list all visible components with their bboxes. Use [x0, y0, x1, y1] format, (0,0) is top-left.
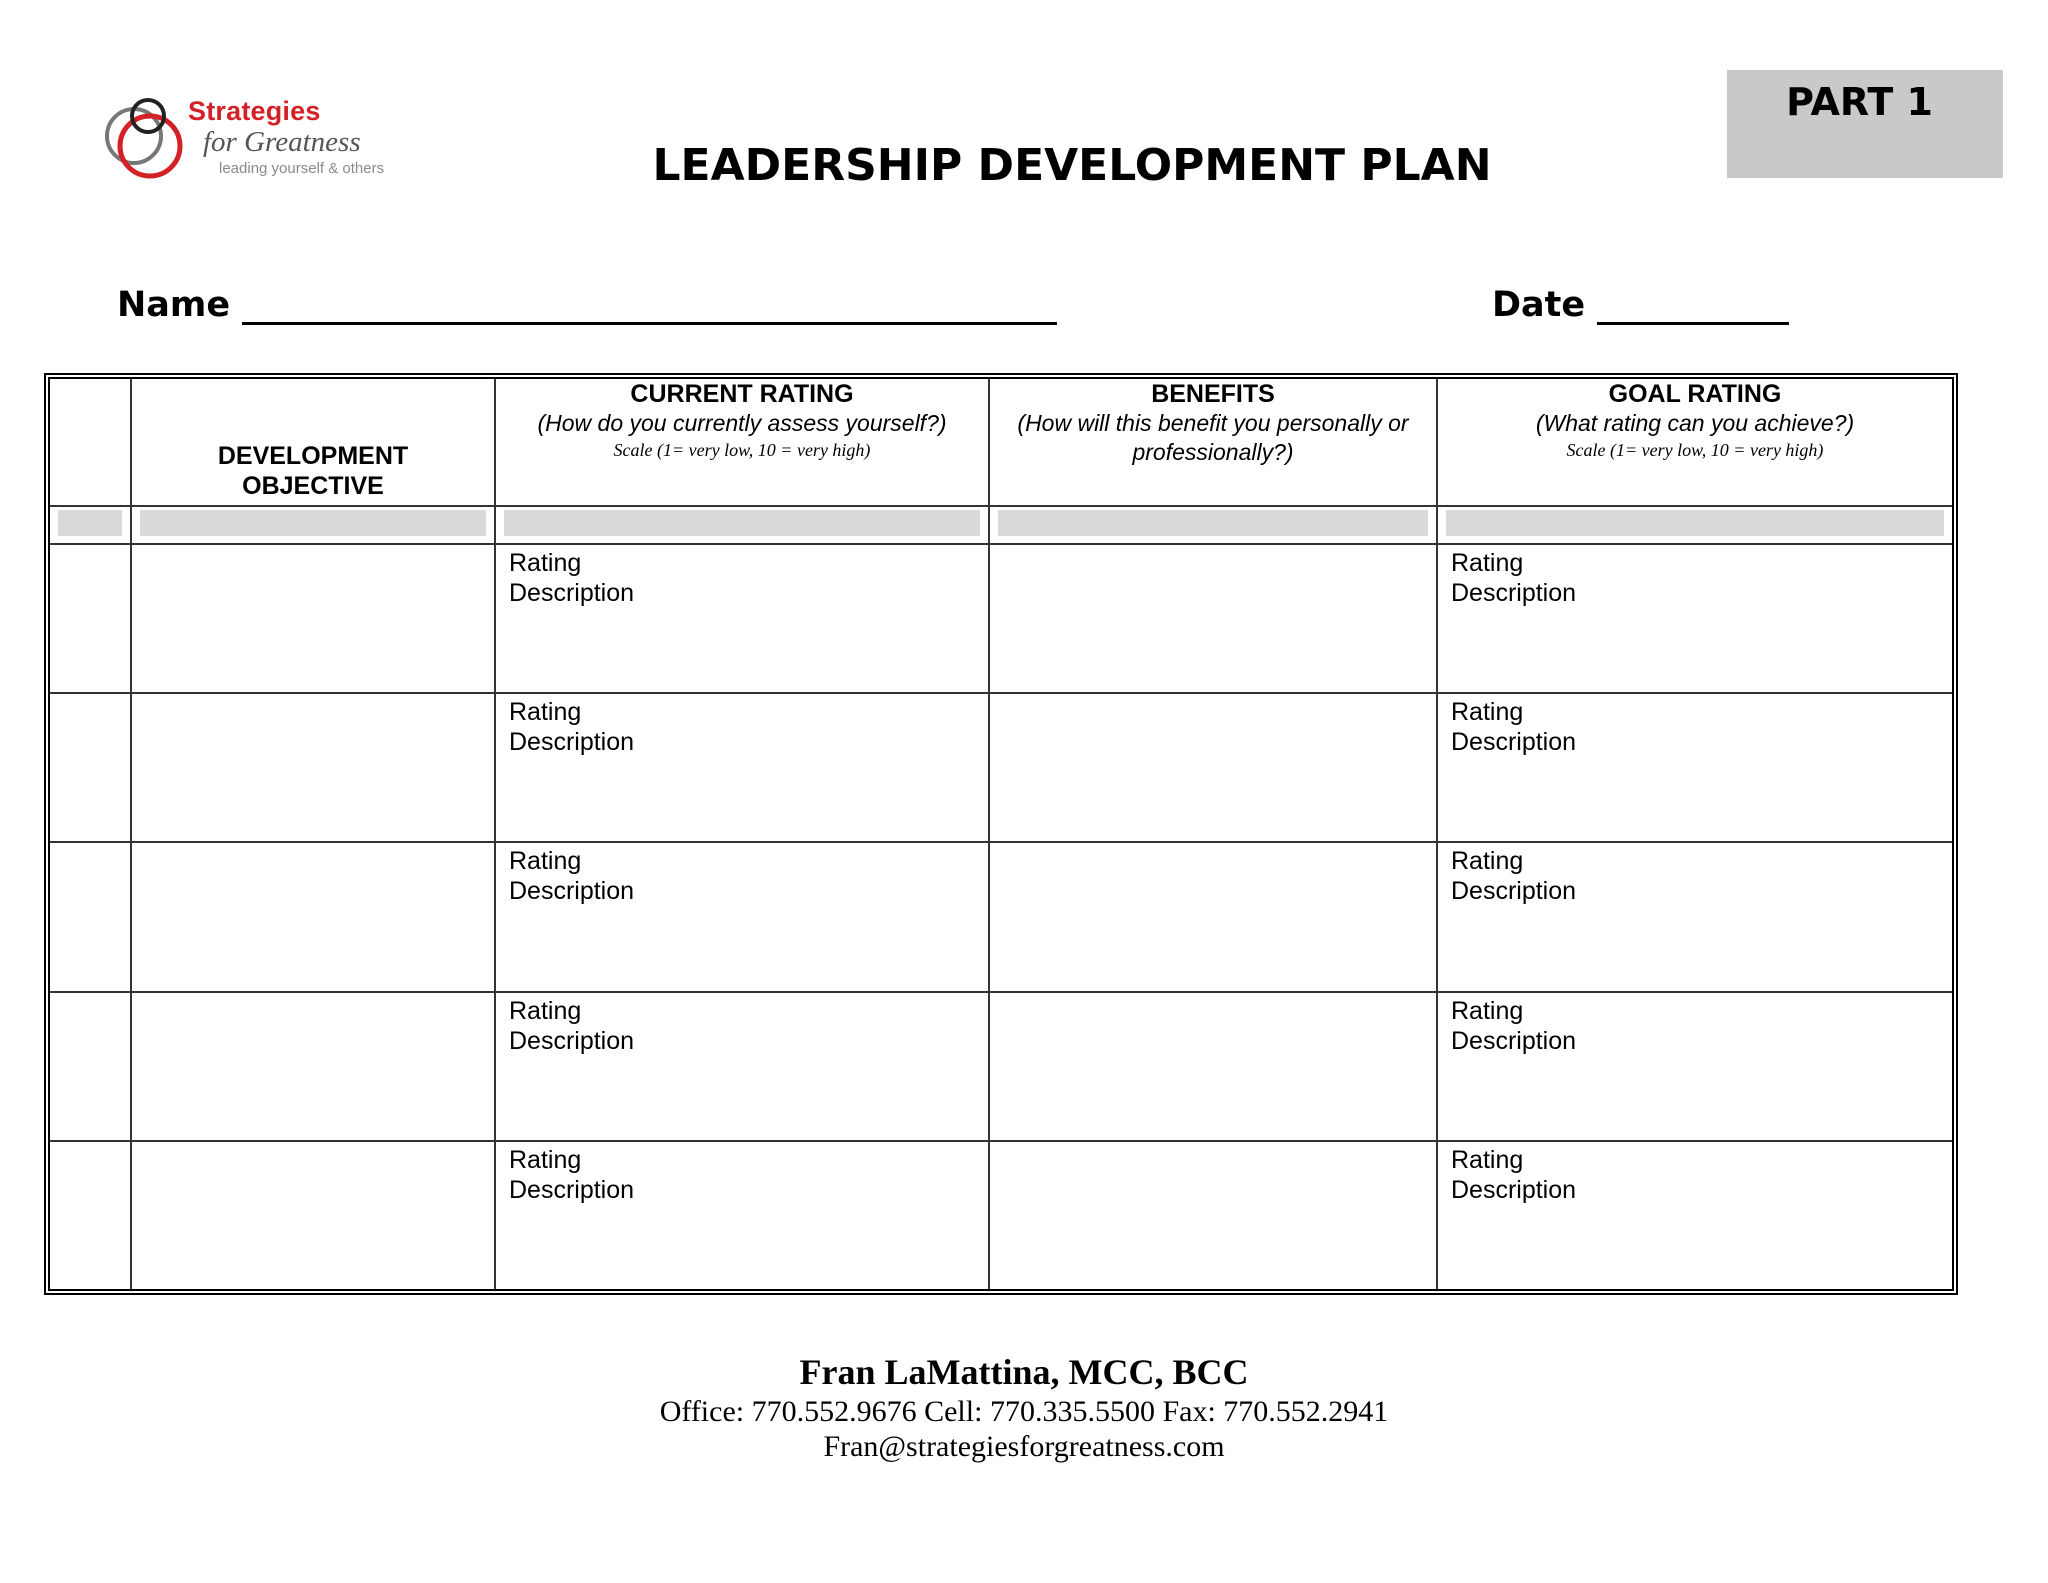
goal-rating-cell[interactable] [1437, 693, 1952, 842]
current-rating-cell[interactable] [495, 842, 989, 991]
name-field[interactable] [117, 285, 1057, 325]
rating-label: Rating [509, 847, 582, 876]
date-label: Date [1492, 285, 1586, 325]
current-rating-cell[interactable] [495, 693, 989, 842]
goal-rating-header [1437, 379, 1952, 506]
rating-label: Rating [1451, 549, 1524, 578]
goal-rating-title: GOAL RATING [1608, 380, 1782, 408]
shade-cell [1437, 506, 1952, 544]
goal-rating-cell[interactable] [1437, 842, 1952, 991]
date-field[interactable] [1492, 285, 1789, 325]
description-label: Description [509, 1026, 635, 1055]
description-label: Description [509, 579, 635, 608]
description-label: Description [1451, 1026, 1577, 1055]
benefits-cell[interactable] [989, 1141, 1437, 1289]
contact-phones: Office: 770.552.9676 Cell: 770.335.5500 Fax: 770.552.2941 [659, 1395, 1389, 1428]
rating-label: Rating [509, 549, 582, 578]
table-row [50, 992, 1952, 1141]
current-rating-scale: Scale (1= very low, 10 = very high) [613, 440, 871, 460]
table-row [50, 693, 1952, 842]
benefits-subtitle-line1: (How will this benefit you personally or [1017, 410, 1409, 436]
current-rating-cell[interactable] [495, 1141, 989, 1289]
benefits-cell[interactable] [989, 842, 1437, 991]
table-row [50, 842, 1952, 991]
rating-label: Rating [1451, 698, 1524, 727]
rating-label: Rating [1451, 996, 1524, 1025]
benefits-header [989, 379, 1437, 506]
contact-name: Fran LaMattina, MCC, BCC [799, 1352, 1249, 1392]
description-label: Description [509, 877, 635, 906]
shade-row [50, 506, 1952, 544]
objective-header [131, 379, 495, 506]
objective-title-line2: OBJECTIVE [242, 472, 384, 501]
current-rating-subtitle: (How do you currently assess yourself?) [537, 410, 947, 436]
goal-rating-scale: Scale (1= very low, 10 = very high) [1566, 440, 1824, 460]
shade-bar [140, 510, 486, 536]
table-row [50, 544, 1952, 693]
description-label: Description [1451, 728, 1577, 757]
objective-cell[interactable] [131, 1141, 495, 1289]
name-input-line[interactable] [242, 288, 1057, 325]
description-label: Description [1451, 877, 1577, 906]
row-number-cell[interactable] [50, 693, 131, 842]
rating-label: Rating [509, 698, 582, 727]
description-label: Description [1451, 579, 1577, 608]
benefits-subtitle-line2: professionally?) [1132, 439, 1294, 465]
shade-cell [989, 506, 1437, 544]
table-row [50, 1141, 1952, 1289]
development-plan-table [44, 373, 1958, 1295]
shade-cell [50, 506, 131, 544]
shade-bar [1446, 510, 1944, 536]
shade-cell [131, 506, 495, 544]
objective-cell[interactable] [131, 693, 495, 842]
current-rating-cell[interactable] [495, 544, 989, 693]
row-number-cell[interactable] [50, 1141, 131, 1289]
objective-cell[interactable] [131, 992, 495, 1141]
shade-bar [504, 510, 980, 536]
part-label: PART 1 [1786, 80, 1933, 124]
benefits-title: BENEFITS [1151, 380, 1275, 408]
shade-bar [58, 510, 122, 536]
benefits-cell[interactable] [989, 992, 1437, 1141]
logo-tagline: leading yourself & others [219, 160, 385, 177]
goal-rating-cell[interactable] [1437, 992, 1952, 1141]
goal-rating-subtitle: (What rating can you achieve?) [1535, 410, 1855, 436]
shade-cell [495, 506, 989, 544]
benefits-cell[interactable] [989, 544, 1437, 693]
objective-cell[interactable] [131, 842, 495, 991]
current-rating-title: CURRENT RATING [630, 380, 854, 408]
logo-brand-text: Strategies [188, 96, 321, 126]
logo-sub-text: for Greatness [203, 126, 361, 158]
description-label: Description [509, 728, 635, 757]
objective-cell[interactable] [131, 544, 495, 693]
goal-rating-cell[interactable] [1437, 544, 1952, 693]
rating-label: Rating [1451, 847, 1524, 876]
goal-rating-cell[interactable] [1437, 1141, 1952, 1289]
description-label: Description [509, 1175, 635, 1204]
benefits-cell[interactable] [989, 693, 1437, 842]
current-rating-cell[interactable] [495, 992, 989, 1141]
contact-footer [0, 1350, 2048, 1464]
row-number-cell[interactable] [50, 842, 131, 991]
rating-label: Rating [509, 1145, 582, 1174]
rating-label: Rating [1451, 1145, 1524, 1174]
description-label: Description [1451, 1175, 1577, 1204]
rating-label: Rating [509, 996, 582, 1025]
name-label: Name [117, 285, 231, 325]
page-title: LEADERSHIP DEVELOPMENT PLAN [652, 140, 1492, 191]
row-number-cell[interactable] [50, 544, 131, 693]
shade-bar [998, 510, 1428, 536]
row-number-cell[interactable] [50, 992, 131, 1141]
number-header [50, 379, 131, 506]
current-rating-header [495, 379, 989, 506]
contact-email[interactable]: Fran@strategiesforgreatness.com [823, 1430, 1225, 1463]
date-input-line[interactable] [1597, 288, 1789, 325]
objective-title-line1: DEVELOPMENT [217, 442, 409, 471]
